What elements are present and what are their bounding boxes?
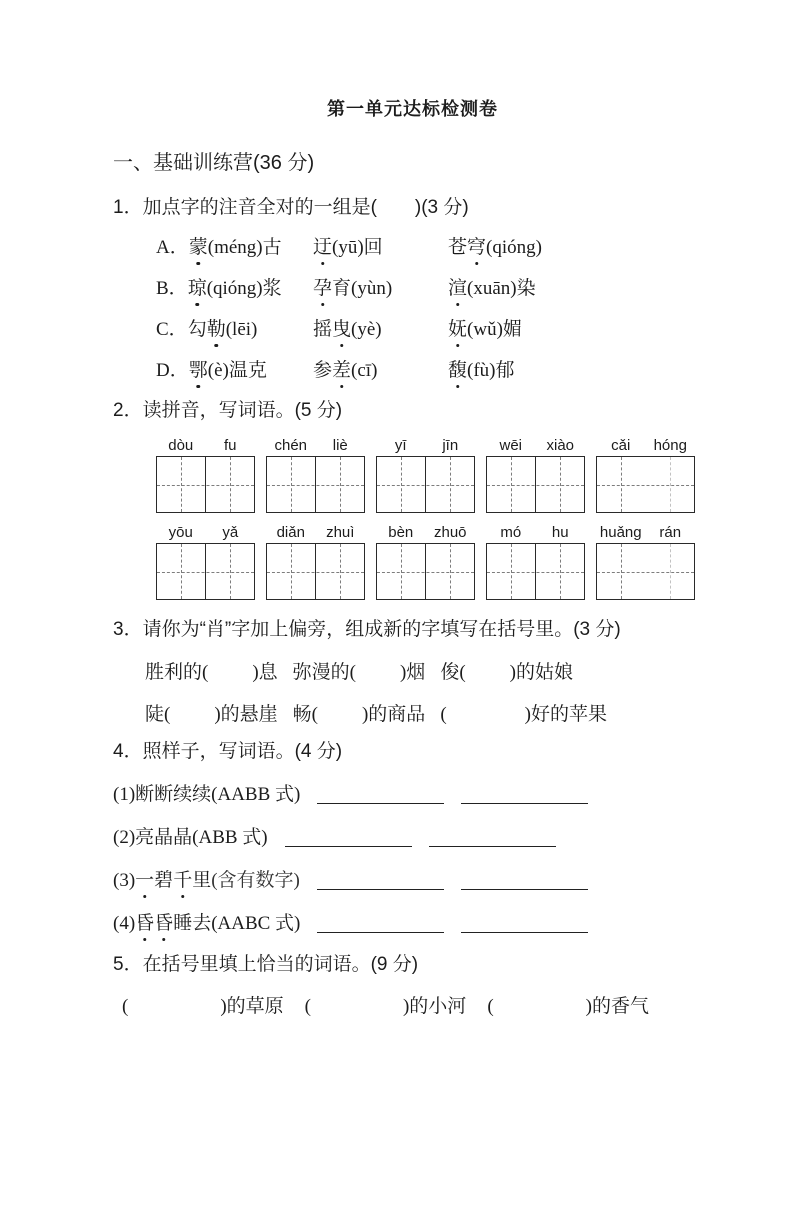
q2-stem: 2．读拼音，写词语。(5 分)	[113, 400, 343, 421]
q1-option-a-col1	[156, 235, 313, 261]
pinyin-label: chén liè	[274, 437, 348, 454]
answer-underline	[461, 868, 588, 890]
pinyin-word	[266, 525, 365, 600]
answer-underline	[317, 911, 444, 933]
q1-option-b-col1	[156, 276, 313, 302]
q5-stem: 5．在括号里填上恰当的词语。(9 分)	[113, 954, 419, 975]
q3-stem: 3．请你为“肖”字加上偏旁，组成新的字填写在括号里。(3 分)	[113, 619, 621, 640]
q1-options	[156, 235, 793, 384]
grid-cell	[426, 457, 474, 512]
grid-cell	[267, 544, 316, 599]
pinyin-label: yōu yǎ	[168, 524, 239, 541]
q4-item-label: (3)一碧千里(含有数字)	[113, 868, 300, 894]
grid-cell	[206, 457, 254, 512]
option-word: 苍穹(qióng)	[448, 235, 793, 261]
q1-option-b	[156, 276, 793, 302]
q3-line-2	[145, 703, 793, 727]
answer-underline	[285, 825, 412, 847]
q4-stem: 4．照样子，写词语。(4 分)	[113, 741, 343, 762]
option-label: B．	[156, 278, 188, 299]
fill-item: 陡( )的悬崖	[145, 704, 278, 725]
pinyin-label: wēi xiào	[499, 437, 575, 454]
writing-grid	[486, 456, 585, 513]
answer-underline	[461, 911, 588, 933]
grid-cell	[157, 544, 206, 599]
pinyin-label: dòu fu	[168, 437, 237, 454]
grid-cell	[316, 544, 364, 599]
grid-cell	[536, 544, 584, 599]
section-heading: 一、基础训练营(36 分)	[113, 152, 315, 174]
q4-item-1	[113, 782, 793, 808]
pinyin-word	[156, 438, 255, 513]
q2-pinyin-row-2	[156, 525, 793, 600]
fill-item: 畅( )的商品	[292, 704, 426, 725]
grid-cell	[316, 457, 364, 512]
q2-pinyin-row-1	[156, 438, 793, 513]
grid-cell	[487, 544, 536, 599]
pinyin-word	[486, 525, 585, 600]
fill-item: ( )好的苹果	[440, 704, 607, 725]
pinyin-word	[596, 438, 695, 513]
option-word: 馥(fù)郁	[448, 358, 793, 384]
pinyin-label: bèn zhuō	[388, 524, 467, 541]
pinyin-word	[156, 525, 255, 600]
fill-item: 胜利的( )息	[145, 662, 278, 683]
q4-item-label: (1)断断续续(AABB 式)	[113, 784, 301, 805]
writing-grid	[596, 543, 695, 600]
fill-item: 弥漫的( )烟	[292, 662, 426, 683]
fill-item: ( )的香气	[487, 996, 649, 1017]
pinyin-label: yī jīn	[394, 437, 459, 454]
q4-item-3	[113, 868, 793, 894]
grid-cell	[487, 457, 536, 512]
option-word: 孕育(yùn)	[313, 276, 448, 302]
fill-item: ( )的小河	[304, 996, 467, 1017]
answer-underline	[317, 868, 444, 890]
q1-stem	[113, 196, 793, 220]
q3-line-1	[145, 661, 793, 685]
answer-underline	[429, 825, 556, 847]
writing-grid	[266, 456, 365, 513]
grid-cell	[377, 544, 426, 599]
grid-cell	[267, 457, 316, 512]
option-word: 迂(yū)回	[313, 235, 448, 261]
q4-item-4	[113, 911, 793, 937]
q1-option-d	[156, 358, 793, 384]
q1-stem-post: )(3 分)	[414, 197, 469, 218]
pinyin-word	[486, 438, 585, 513]
option-word: 勾勒(lēi)	[188, 319, 258, 340]
option-word: 渲(xuān)染	[448, 276, 793, 302]
test-paper-page	[0, 97, 793, 1219]
grid-cell	[536, 457, 584, 512]
grid-cell	[206, 544, 254, 599]
fill-item: ( )的草原	[122, 996, 284, 1017]
writing-grid	[156, 543, 255, 600]
option-word: 鄂(è)温克	[189, 360, 267, 381]
pinyin-word	[266, 438, 365, 513]
q1-option-c	[156, 317, 793, 343]
q4-item-2	[113, 825, 793, 851]
option-label: A．	[156, 237, 189, 258]
option-word: 蒙(méng)古	[189, 237, 282, 258]
page-title: 第一单元达标检测卷	[327, 99, 498, 119]
q5-line	[122, 995, 793, 1019]
answer-underline	[461, 782, 588, 804]
grid-cell	[377, 457, 426, 512]
q1-stem-pre: 1．加点字的注音全对的一组是(	[113, 197, 377, 218]
writing-grid	[266, 543, 365, 600]
grid-cell	[597, 457, 646, 512]
writing-grid	[486, 543, 585, 600]
pinyin-label: mó hu	[500, 524, 569, 541]
writing-grid	[156, 456, 255, 513]
option-word: 琼(qióng)浆	[188, 278, 282, 299]
grid-cell	[597, 544, 646, 599]
pinyin-label: diǎn zhuì	[276, 524, 355, 541]
q1-option-d-col1	[156, 358, 313, 384]
q4-item-label: (2)亮晶晶(ABB 式)	[113, 827, 268, 848]
q1-option-a	[156, 235, 793, 261]
writing-grid	[596, 456, 695, 513]
pinyin-word	[376, 438, 475, 513]
writing-grid	[376, 456, 475, 513]
option-word: 摇曳(yè)	[313, 317, 448, 343]
option-word: 参差(cī)	[313, 358, 448, 384]
option-word: 妩(wǔ)媚	[448, 317, 793, 343]
pinyin-label: cǎi hóng	[611, 437, 687, 454]
q4-item-label: (4)昏昏睡去(AABC 式)	[113, 911, 300, 937]
answer-underline	[317, 782, 444, 804]
option-label: D．	[156, 360, 189, 381]
grid-cell	[157, 457, 206, 512]
fill-item: 俊( )的姑娘	[440, 662, 573, 683]
writing-grid	[376, 543, 475, 600]
pinyin-label: huǎng rán	[599, 524, 682, 541]
grid-cell	[646, 544, 695, 599]
pinyin-word	[376, 525, 475, 600]
option-label: C．	[156, 319, 188, 340]
grid-cell	[646, 457, 695, 512]
q1-option-c-col1	[156, 317, 313, 343]
pinyin-word	[596, 525, 695, 600]
grid-cell	[426, 544, 474, 599]
